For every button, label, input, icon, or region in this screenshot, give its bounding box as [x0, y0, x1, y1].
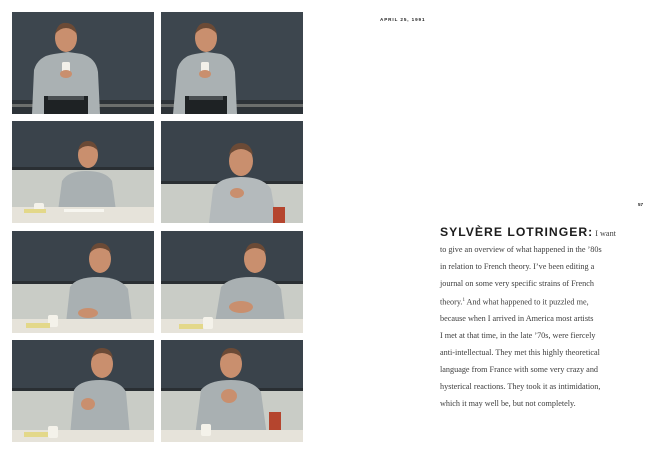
text-line: SYLVÈRE LOTRINGER: I want	[440, 225, 616, 239]
video-still-5	[12, 231, 154, 333]
video-still-3	[12, 121, 154, 223]
video-still-7	[12, 340, 154, 442]
text-line: hysterical reactions. They took it as intimidation,	[440, 382, 601, 392]
speaker-name: SYLVÈRE LOTRINGER:	[440, 225, 594, 239]
video-still-4	[161, 121, 303, 223]
page-number: 57	[638, 202, 644, 207]
text-line: theory.$^1$ And what happened to it puzzled me,	[440, 298, 589, 308]
text-line: anti-intellectual. They met this highly theoretical	[440, 347, 600, 357]
text-line: which it may well be, but not completely.	[440, 399, 576, 409]
text-line: in relation to French theory. I’ve been editing a	[440, 262, 595, 272]
video-still-8	[161, 340, 303, 442]
article-body	[440, 224, 640, 412]
video-still-6	[161, 231, 303, 333]
text-line: because when I arrived in America most artists	[440, 313, 594, 323]
text-line: to give an overview of what happened in the ’80s	[440, 245, 602, 254]
page-date: APRIL 25, 1991	[380, 17, 426, 22]
video-still-2	[161, 12, 303, 114]
text-line: I met at that time, in the late ’70s, were fiercely	[440, 330, 596, 340]
text-line: journal on some very specific strains of French	[440, 279, 594, 289]
footnote-marker[interactable]: 1	[462, 298, 465, 304]
text-line: language from France with some very crazy and	[440, 364, 599, 374]
video-still-1	[12, 12, 154, 114]
